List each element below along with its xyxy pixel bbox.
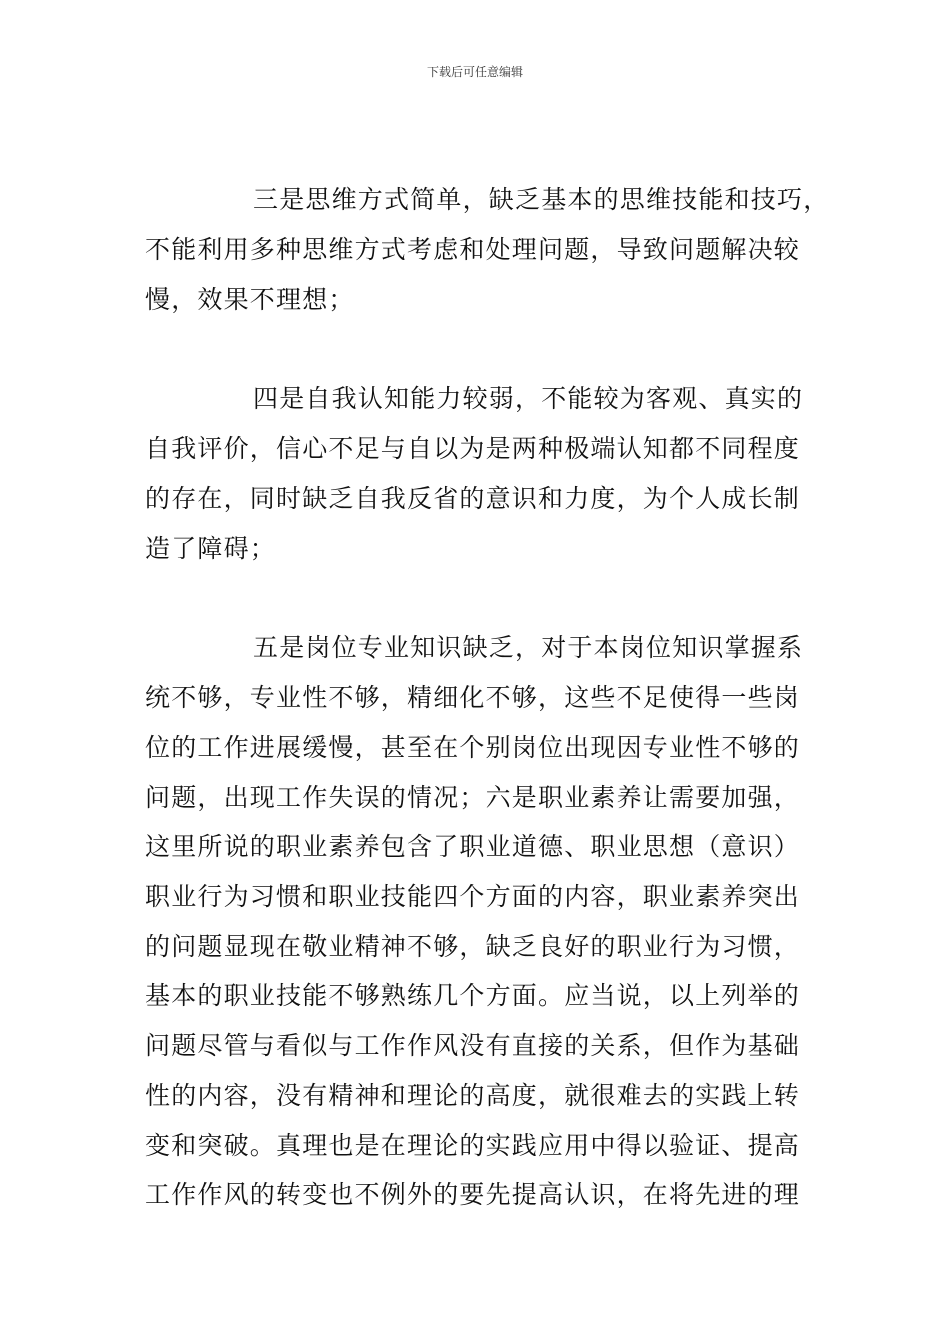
page-header: 下载后可任意编辑 [426, 65, 523, 79]
paragraph-1-line-2: 不能利用多种思维方式考虑和处理问题，导致问题解决较 [145, 235, 801, 264]
paragraph-2-line-3: 的存在，同时缺乏自我反省的意识和力度，为个人成长制 [145, 484, 801, 513]
paragraph-3-line-12: 工作作风的转变也不例外的要先提高认识，在将先进的理 [145, 1180, 801, 1209]
paragraph-3-line-3: 位的工作进展缓慢，甚至在个别岗位出现因专业性不够的 [145, 733, 801, 762]
paragraph-3-line-6: 职业行为习惯和职业技能四个方面的内容，职业素养突出 [145, 882, 801, 911]
paragraph-2-line-1: 四是自我认知能力较弱，不能较为客观、真实的 [253, 384, 804, 413]
paragraph-1-line-3: 慢，效果不理想； [145, 285, 355, 314]
paragraph-2-line-4: 造了障碍； [145, 534, 277, 563]
paragraph-3-line-8: 基本的职业技能不够熟练几个方面。应当说，以上列举的 [145, 981, 801, 1010]
paragraph-3-line-1: 五是岗位专业知识缺乏，对于本岗位知识掌握系 [253, 633, 804, 662]
paragraph-3-line-7: 的问题显现在敬业精神不够，缺乏良好的职业行为习惯， [145, 932, 801, 961]
paragraph-3-line-9: 问题尽管与看似与工作作风没有直接的关系，但作为基础 [145, 1031, 801, 1060]
paragraph-3-line-5: 这里所说的职业素养包含了职业道德、职业思想（意识） [145, 832, 801, 861]
paragraph-3-line-2: 统不够，专业性不够，精细化不够，这些不足使得一些岗 [145, 683, 801, 712]
paragraph-3-line-11: 变和突破。真理也是在理论的实践应用中得以验证、提高 [145, 1131, 801, 1160]
paragraph-3-line-10: 性的内容，没有精神和理论的高度，就很难去的实践上转 [145, 1081, 801, 1110]
paragraph-3-line-4: 问题，出现工作失误的情况；六是职业素养让需要加强， [145, 783, 801, 812]
paragraph-1-line-1: 三是思维方式简单，缺乏基本的思维技能和技巧， [253, 185, 830, 214]
paragraph-2-line-2: 自我评价，信心不足与自以为是两种极端认知都不同程度 [145, 434, 801, 463]
